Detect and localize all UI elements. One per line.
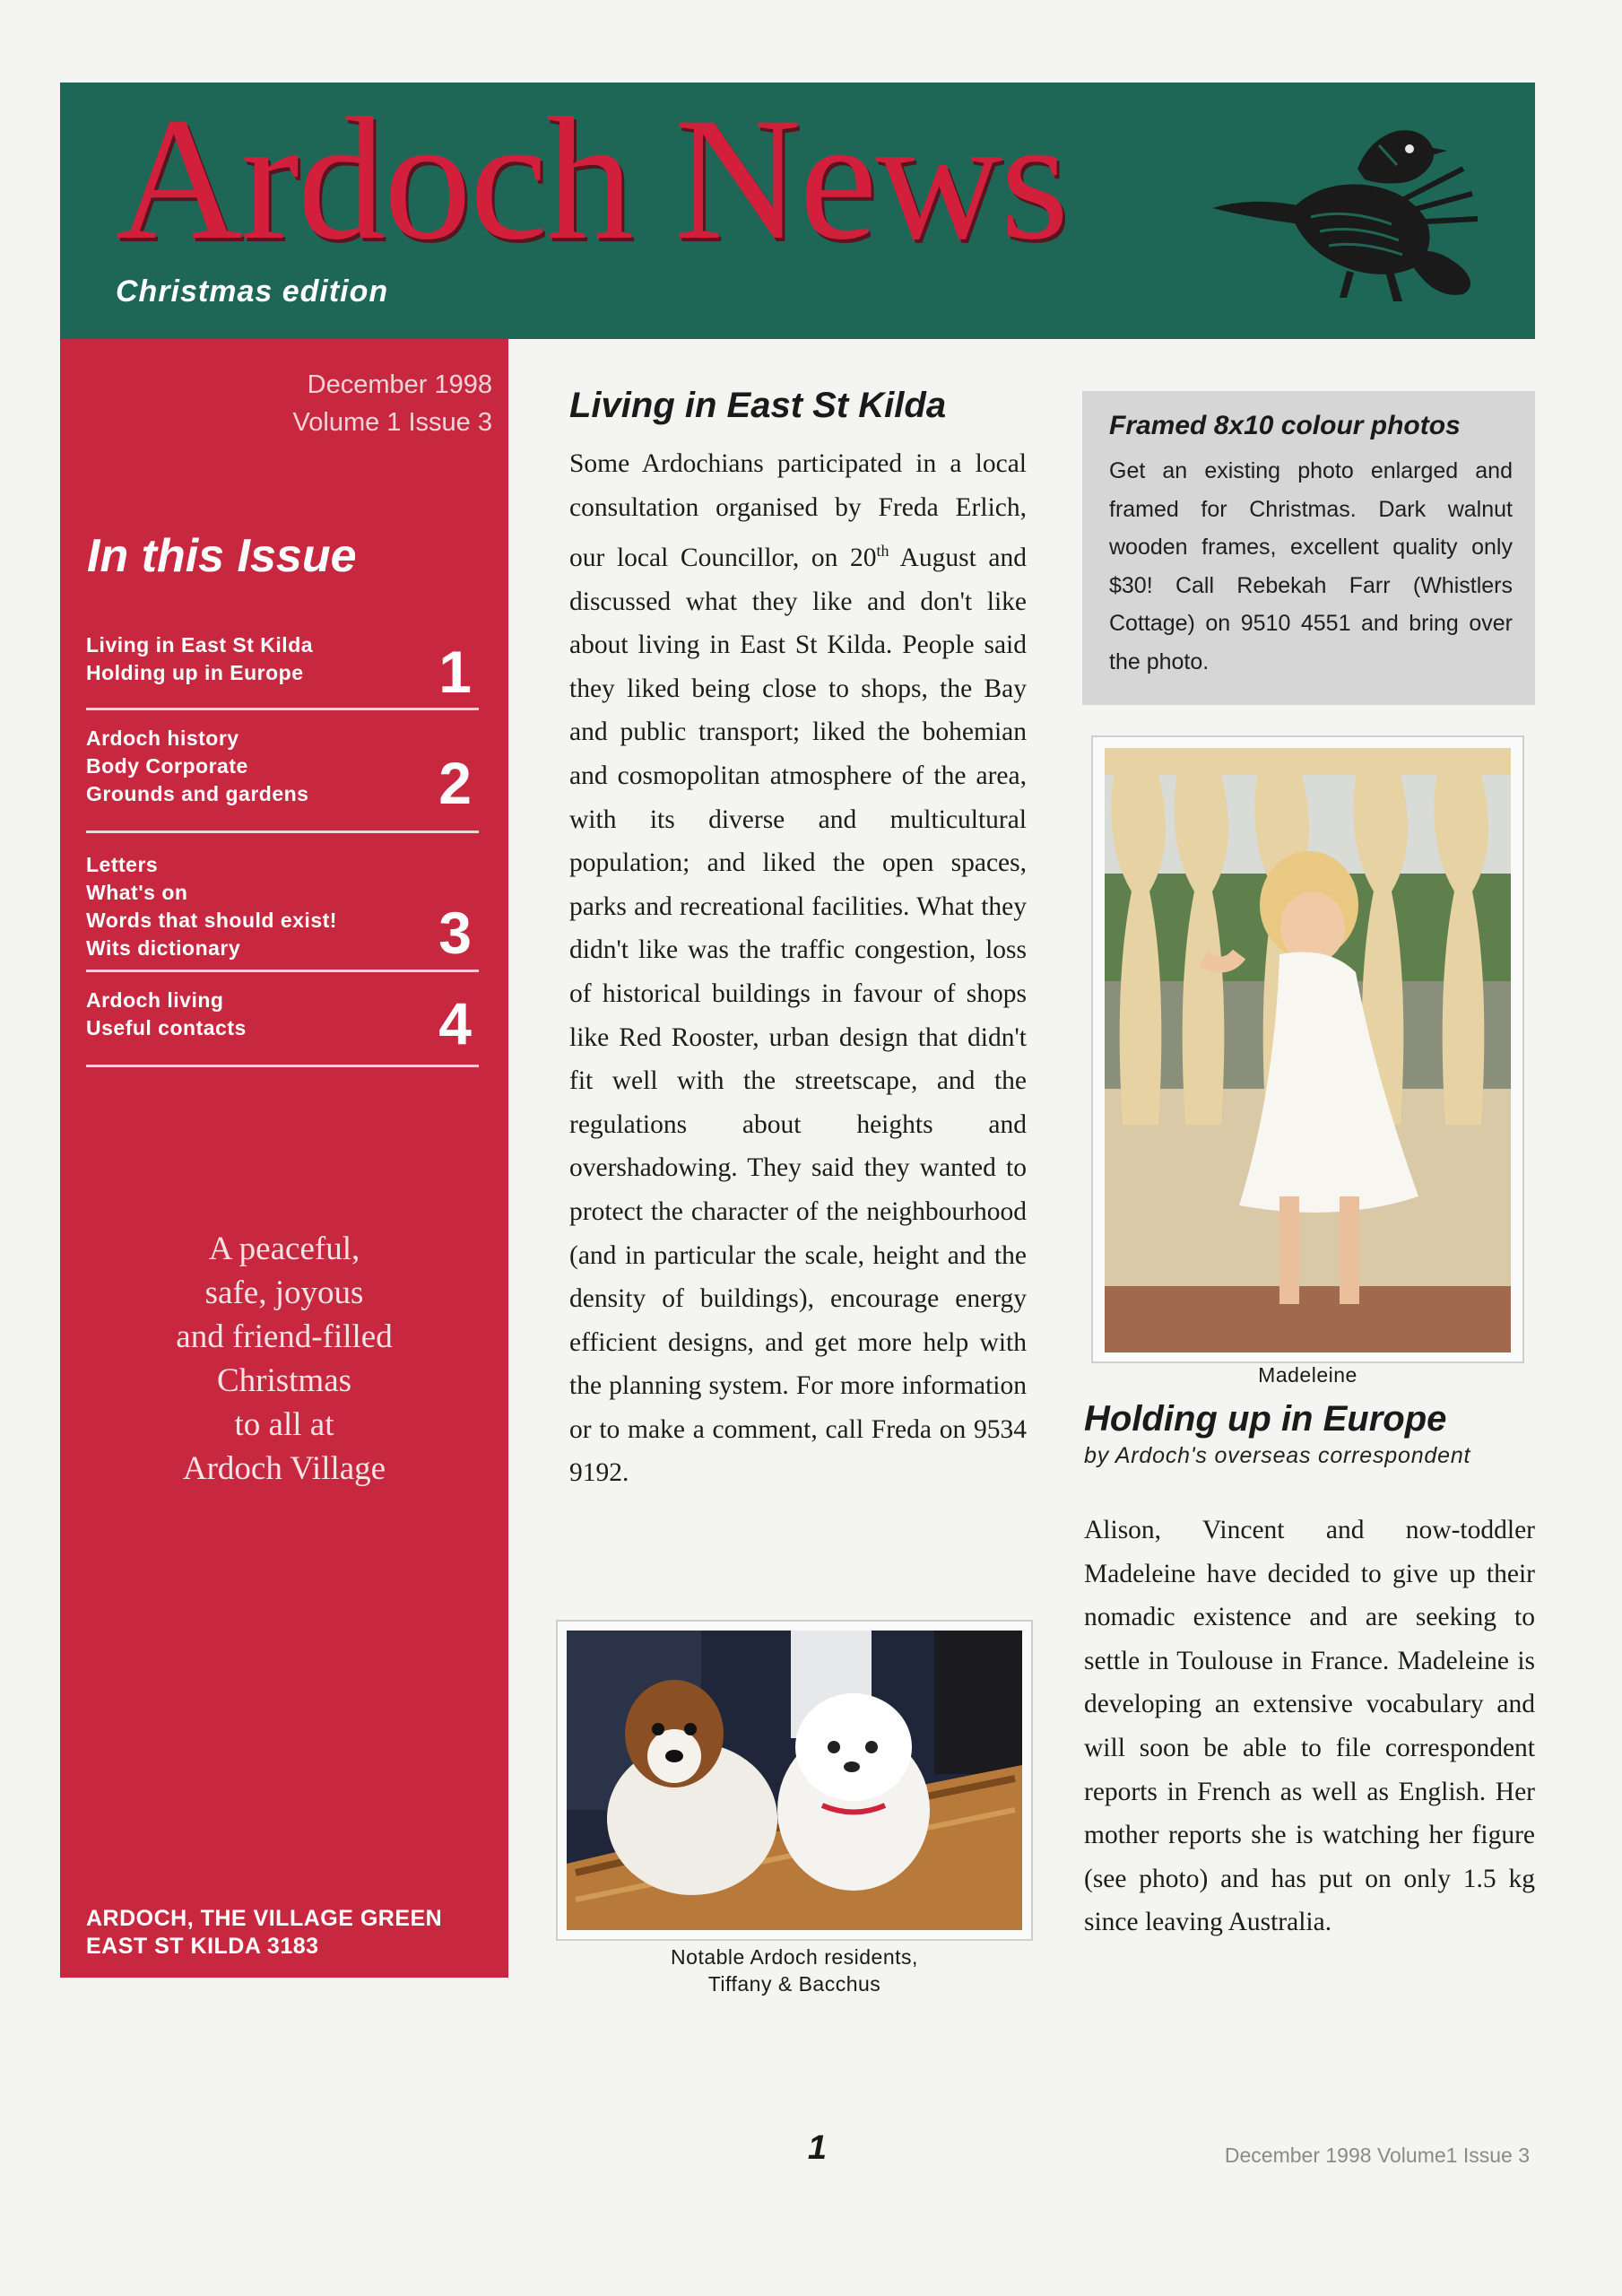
toc-page-number: 3 — [438, 900, 472, 966]
article-east-st-kilda — [569, 386, 1027, 1495]
address-line: ARDOCH, THE VILLAGE GREEN — [86, 1906, 443, 1931]
greeting-line: Christmas — [216, 1362, 352, 1399]
ad-title: Framed 8x10 colour photos — [1109, 411, 1461, 440]
greeting-line: safe, joyous — [204, 1274, 364, 1311]
toc-page-number: 2 — [438, 750, 472, 816]
ordinal-suffix: th — [876, 542, 889, 561]
article-holding-up-in-europe — [1084, 1399, 1535, 1944]
greeting-line: A peaceful, — [208, 1231, 360, 1267]
article-body — [569, 442, 1027, 1495]
masthead — [60, 83, 1535, 339]
toc-entry-page-4[interactable] — [86, 972, 479, 1067]
photo-framing-ad — [1082, 391, 1535, 705]
article-title: Holding up in Europe — [1084, 1399, 1447, 1439]
toc-item: What's on — [86, 881, 188, 904]
toc-item: Grounds and gardens — [86, 782, 309, 805]
address-line: EAST ST KILDA 3183 — [86, 1934, 319, 1959]
toc-item: Letters — [86, 853, 159, 876]
caption-line: Tiffany & Bacchus — [707, 1972, 881, 1996]
toc-item: Living in East St Kilda — [86, 633, 314, 657]
christmas-greeting — [60, 1227, 508, 1491]
photo-madeleine-frame — [1091, 735, 1524, 1363]
toc-entry-page-3[interactable] — [86, 833, 479, 972]
toc-item: Useful contacts — [86, 1016, 247, 1039]
madeleine-photo-caption: Madeleine — [1258, 1363, 1357, 1387]
toc-page-number: 4 — [438, 990, 472, 1057]
dogs-in-basket-photo — [567, 1631, 1022, 1930]
footer-issue-info: December 1998 Volume1 Issue 3 — [1224, 2144, 1530, 2167]
toc-item: Ardoch living — [86, 988, 224, 1012]
issue-date — [293, 366, 492, 441]
toc-page-number: 1 — [438, 639, 472, 705]
issue-month-year: December 1998 — [307, 370, 492, 399]
toc-entry-page-2[interactable] — [86, 710, 479, 833]
ad-body: Get an existing photo enlarged and framed for Christmas. Dark walnut wooden frames, excellent quality only $30! Call Rebekah Farr (Whistlers Cottage) on 9510 4551 and bring over the photo. — [1109, 458, 1513, 674]
article-byline: by Ardoch's overseas correspondent — [1084, 1443, 1471, 1468]
greeting-line: Ardoch Village — [182, 1450, 386, 1487]
greeting-line: to all at — [234, 1406, 334, 1443]
article-text: Some Ardochians participated in a local consultation organised by Freda Erlich, our local Councillor, on 20 — [569, 449, 1027, 573]
toc-item: Words that should exist! — [86, 909, 337, 932]
toc-heading: In this Issue — [87, 530, 357, 582]
article-body: Alison, Vincent and now-toddler Madeleine have decided to give up their nomadic existence and are seeking to settle in Toulouse in France. Madeleine is developing an extensive vocabulary and will soon be able to file correspondent reports in French as well as English. Her mother reports she is watching her figure (see photo) and has put on only 1.5 kg since leaving Australia. — [1084, 1516, 1535, 1937]
village-address — [86, 1905, 442, 1961]
bird-woodcut-icon — [1194, 118, 1499, 307]
article-title: Living in East St Kilda — [569, 386, 947, 425]
page-number: 1 — [807, 2129, 828, 2167]
article-text: August and discussed what they like and don't like about living in East St Kilda. People said they liked being close to shops, the Bay and public transport; liked the bohemian and cosmopolitan atmosphere of the area, with its diverse and multicultural population; and liked the open spaces, parks and recreational facilities. What they didn't like was the traffic congestion, loss of historical buildings in favour of shops like Red Rooster, urban design that didn't fit well with the streetscape, and the regulations about heights and overshadowing. They said they wanted to protect the character of the neighbourhood (and in particular the scale, height and the density of buildings), encourage energy efficient designs, and get more help with the planning system. For more information or to make a comment, call Freda on 9534 9192. — [569, 544, 1027, 1488]
greeting-line: and friend-filled — [176, 1318, 393, 1355]
madeleine-photo — [1105, 748, 1511, 1352]
toc-item: Ardoch history — [86, 726, 239, 750]
issue-volume: Volume 1 Issue 3 — [292, 408, 492, 437]
edition-subtitle: Christmas edition — [116, 274, 389, 309]
toc-item: Body Corporate — [86, 754, 248, 778]
photo-dogs-frame — [556, 1620, 1033, 1941]
dogs-photo-caption — [556, 1944, 1033, 1997]
toc-item: Holding up in Europe — [86, 661, 304, 684]
toc-entry-page-1[interactable] — [86, 622, 479, 710]
newsletter-title: Ardoch News — [116, 82, 1068, 276]
caption-line: Notable Ardoch residents, — [671, 1945, 918, 1969]
toc-item: Wits dictionary — [86, 936, 241, 960]
sidebar — [60, 339, 508, 1978]
